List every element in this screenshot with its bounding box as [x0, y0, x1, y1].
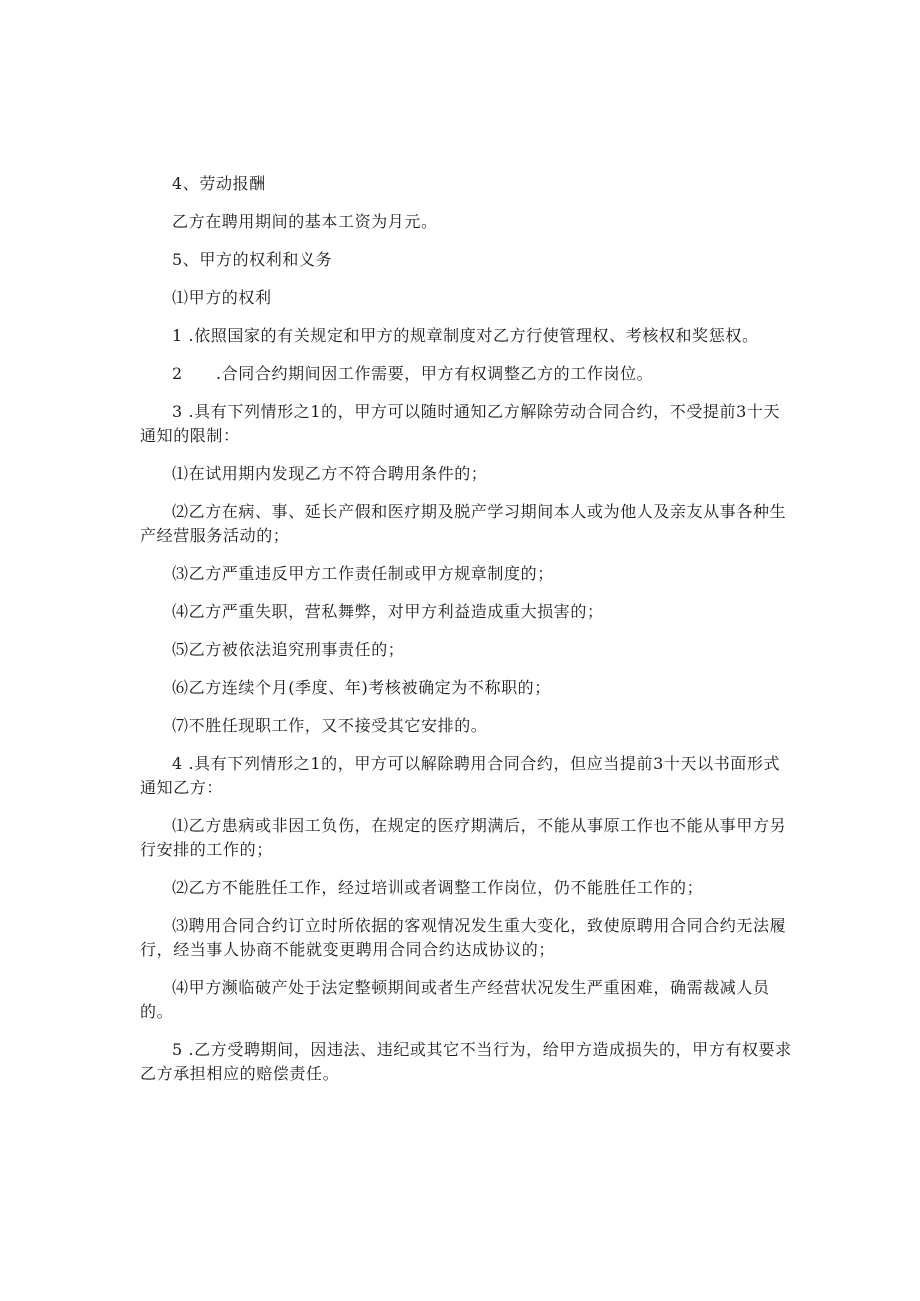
document-body [140, 172, 792, 1100]
list-item-3-4: ⑷乙方严重失职，营私舞弊，对甲方利益造成重大损害的； [172, 602, 604, 621]
list-item-4-4: ⑷甲方濒临破产处于法定整顿期间或者生产经营状况发生严重困难，确需裁减人员的。 [140, 978, 770, 1021]
paragraph-item-1: 1 .依照国家的有关规定和甲方的规章制度对乙方行使管理权、考核权和奖惩权。 [172, 326, 759, 345]
section-heading-labor-pay: 4、劳动报酬 [172, 174, 266, 193]
list-item-3-7: ⑺不胜任现职工作，又不接受其它安排的。 [172, 716, 488, 735]
list-item-3-1: ⑴在试用期内发现乙方不符合聘用条件的； [172, 464, 488, 483]
list-item-3-3: ⑶乙方严重违反甲方工作责任制或甲方规章制度的； [172, 564, 554, 583]
list-item-3-2: ⑵乙方在病、事、延长产假和医疗期及脱产学习期间本人或为他人及亲友从事各种生产经营服务活动的； [140, 502, 787, 545]
section-heading-party-a-rights: 5、甲方的权利和义务 [172, 250, 333, 269]
list-item-3-5: ⑸乙方被依法追究刑事责任的； [172, 640, 405, 659]
list-item-4-1: ⑴乙方患病或非因工负伤，在规定的医疗期满后，不能从事原工作也不能从事甲方另行安排的工作的； [140, 816, 787, 859]
paragraph-item-4: 4 .具有下列情形之1的，甲方可以解除聘用合同合约，但应当提前3十天以书面形式通知乙方： [140, 754, 781, 797]
paragraph-item-3: 3 .具有下列情形之1的，甲方可以随时通知乙方解除劳动合同合约，不受提前3十天通知的限制： [140, 402, 781, 445]
paragraph-item-5: 5 .乙方受聘期间，因违法、违纪或其它不当行为，给甲方造成损失的，甲方有权要求乙方承担相应的赔偿责任。 [140, 1040, 792, 1083]
list-item-4-2: ⑵乙方不能胜任工作，经过培训或者调整工作岗位，仍不能胜任工作的； [172, 878, 704, 897]
subheading-party-a-rights: ⑴甲方的权利 [172, 288, 272, 307]
list-item-4-3: ⑶聘用合同合约订立时所依据的客观情况发生重大变化，致使原聘用合同合约无法履行，经当事人协商不能就变更聘用合同合约达成协议的； [140, 916, 787, 959]
paragraph-base-salary: 乙方在聘用期间的基本工资为月元。 [172, 212, 438, 231]
list-item-3-6: ⑹乙方连续个月(季度、年)考核被确定为不称职的； [172, 678, 551, 697]
paragraph-item-2: 2 .合同合约期间因工作需要，甲方有权调整乙方的工作岗位。 [172, 364, 654, 383]
